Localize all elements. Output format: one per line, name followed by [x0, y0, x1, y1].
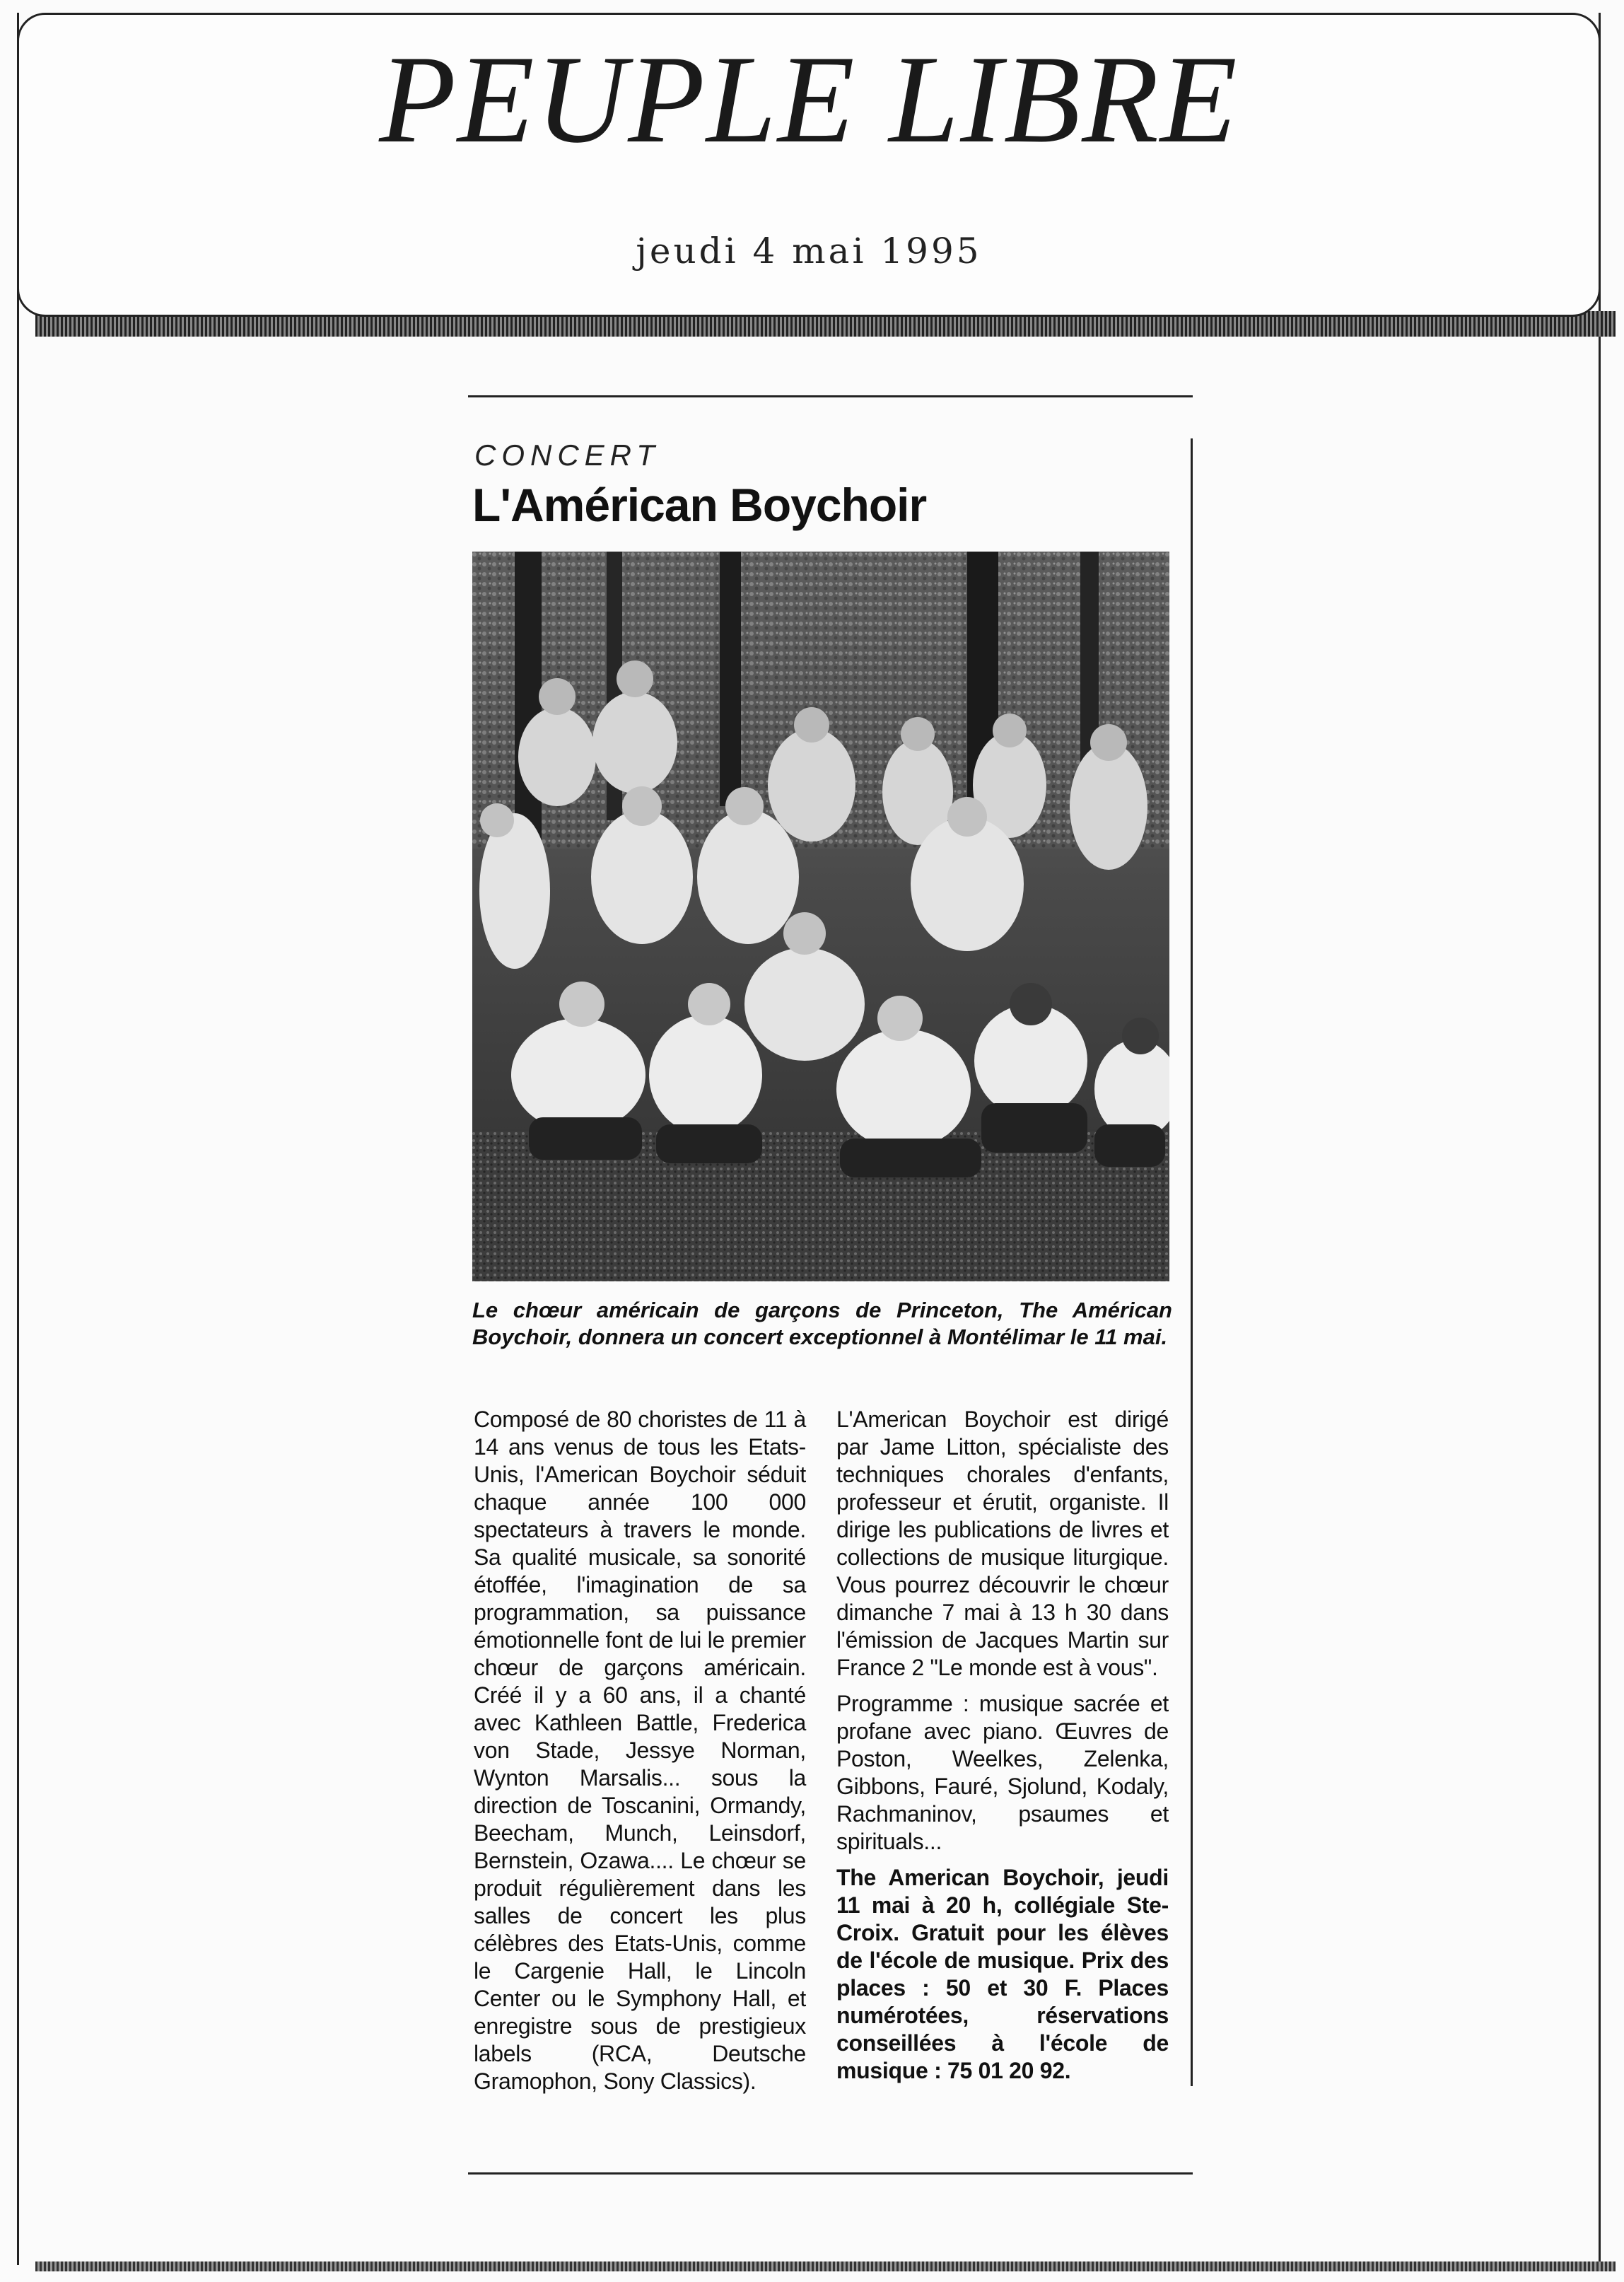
- article-column-right: [836, 1406, 1169, 2093]
- article-bottom-rule: [468, 2172, 1193, 2175]
- photo-caption: Le chœur américain de garçons de Princeton, The Américan Boychoir, donnera un concert exceptionnel à Montélimar le 11 mai.: [472, 1298, 1172, 1349]
- article-column-left: [474, 1406, 806, 2104]
- event-info-paragraph: The American Boychoir, jeudi 11 mai à 20 h, collégiale Ste-Croix. Gratuit pour les élèves de l'école de musique. Prix des places : 50 et 30 F. Places numérotées, réservations conseillées à l'école de musique : 75 01 20 92.: [836, 1865, 1169, 2083]
- choir-photo: [472, 552, 1169, 1281]
- article-side-rule: [1191, 438, 1193, 2086]
- masthead: [17, 13, 1601, 317]
- article-paragraph: L'American Boychoir est dirigé par Jame Litton, spécialiste des techniques chorales d'enfants, professeur et érutit, organiste. Il dirige les publications de livres et collections de musique liturgique. Vous pourrez découvrir le chœur dimanche 7 mai à 13 h 30 dans l'émission de Jacques Martin sur France 2 "Le monde est à vous".: [836, 1407, 1169, 1680]
- choir-photo-icon: [472, 552, 1169, 1281]
- article-paragraph: Composé de 80 choristes de 11 à 14 ans venus de tous les Etats-Unis, l'American Boychoir séduit chaque année 100 000 spectateurs à travers le monde. Sa qualité musicale, sa sonorité étoffée, l'imagination de sa programmation, sa puissance émotionnelle font de lui le premier chœur de garçons américain. Créé il y a 60 ans, il a chanté avec Kathleen Battle, Frederica von Stade, Jessye Norman, Wynton Marsalis... sous la direction de Toscanini, Ormandy, Beecham, Munch, Leinsdorf, Bernstein, Ozawa.... Le chœur se produit régulièrement dans les salles de concert les plus célèbres des Etats-Unis, comme le Cargenie Hall, le Lincoln Center ou le Symphony Hall, et enregistre sous de prestigieux labels (RCA, Deutsche Gramophon, Sony Classics).: [474, 1407, 806, 2094]
- newspaper-title: PEUPLE LIBRE: [379, 29, 1239, 169]
- bottom-rule: [35, 2261, 1616, 2271]
- article-kicker: CONCERT: [474, 438, 660, 472]
- article-headline: L'Américan Boychoir: [472, 479, 927, 531]
- program-paragraph: Programme : musique sacrée et profane avec piano. Œuvres de Poston, Weelkes, Zelenka, Gibbons, Fauré, Sjolund, Kodaly, Rachmaninov, psaumes et spirituals...: [836, 1691, 1169, 1854]
- issue-date: jeudi 4 mai 1995: [636, 231, 982, 272]
- article-top-rule: [468, 395, 1193, 397]
